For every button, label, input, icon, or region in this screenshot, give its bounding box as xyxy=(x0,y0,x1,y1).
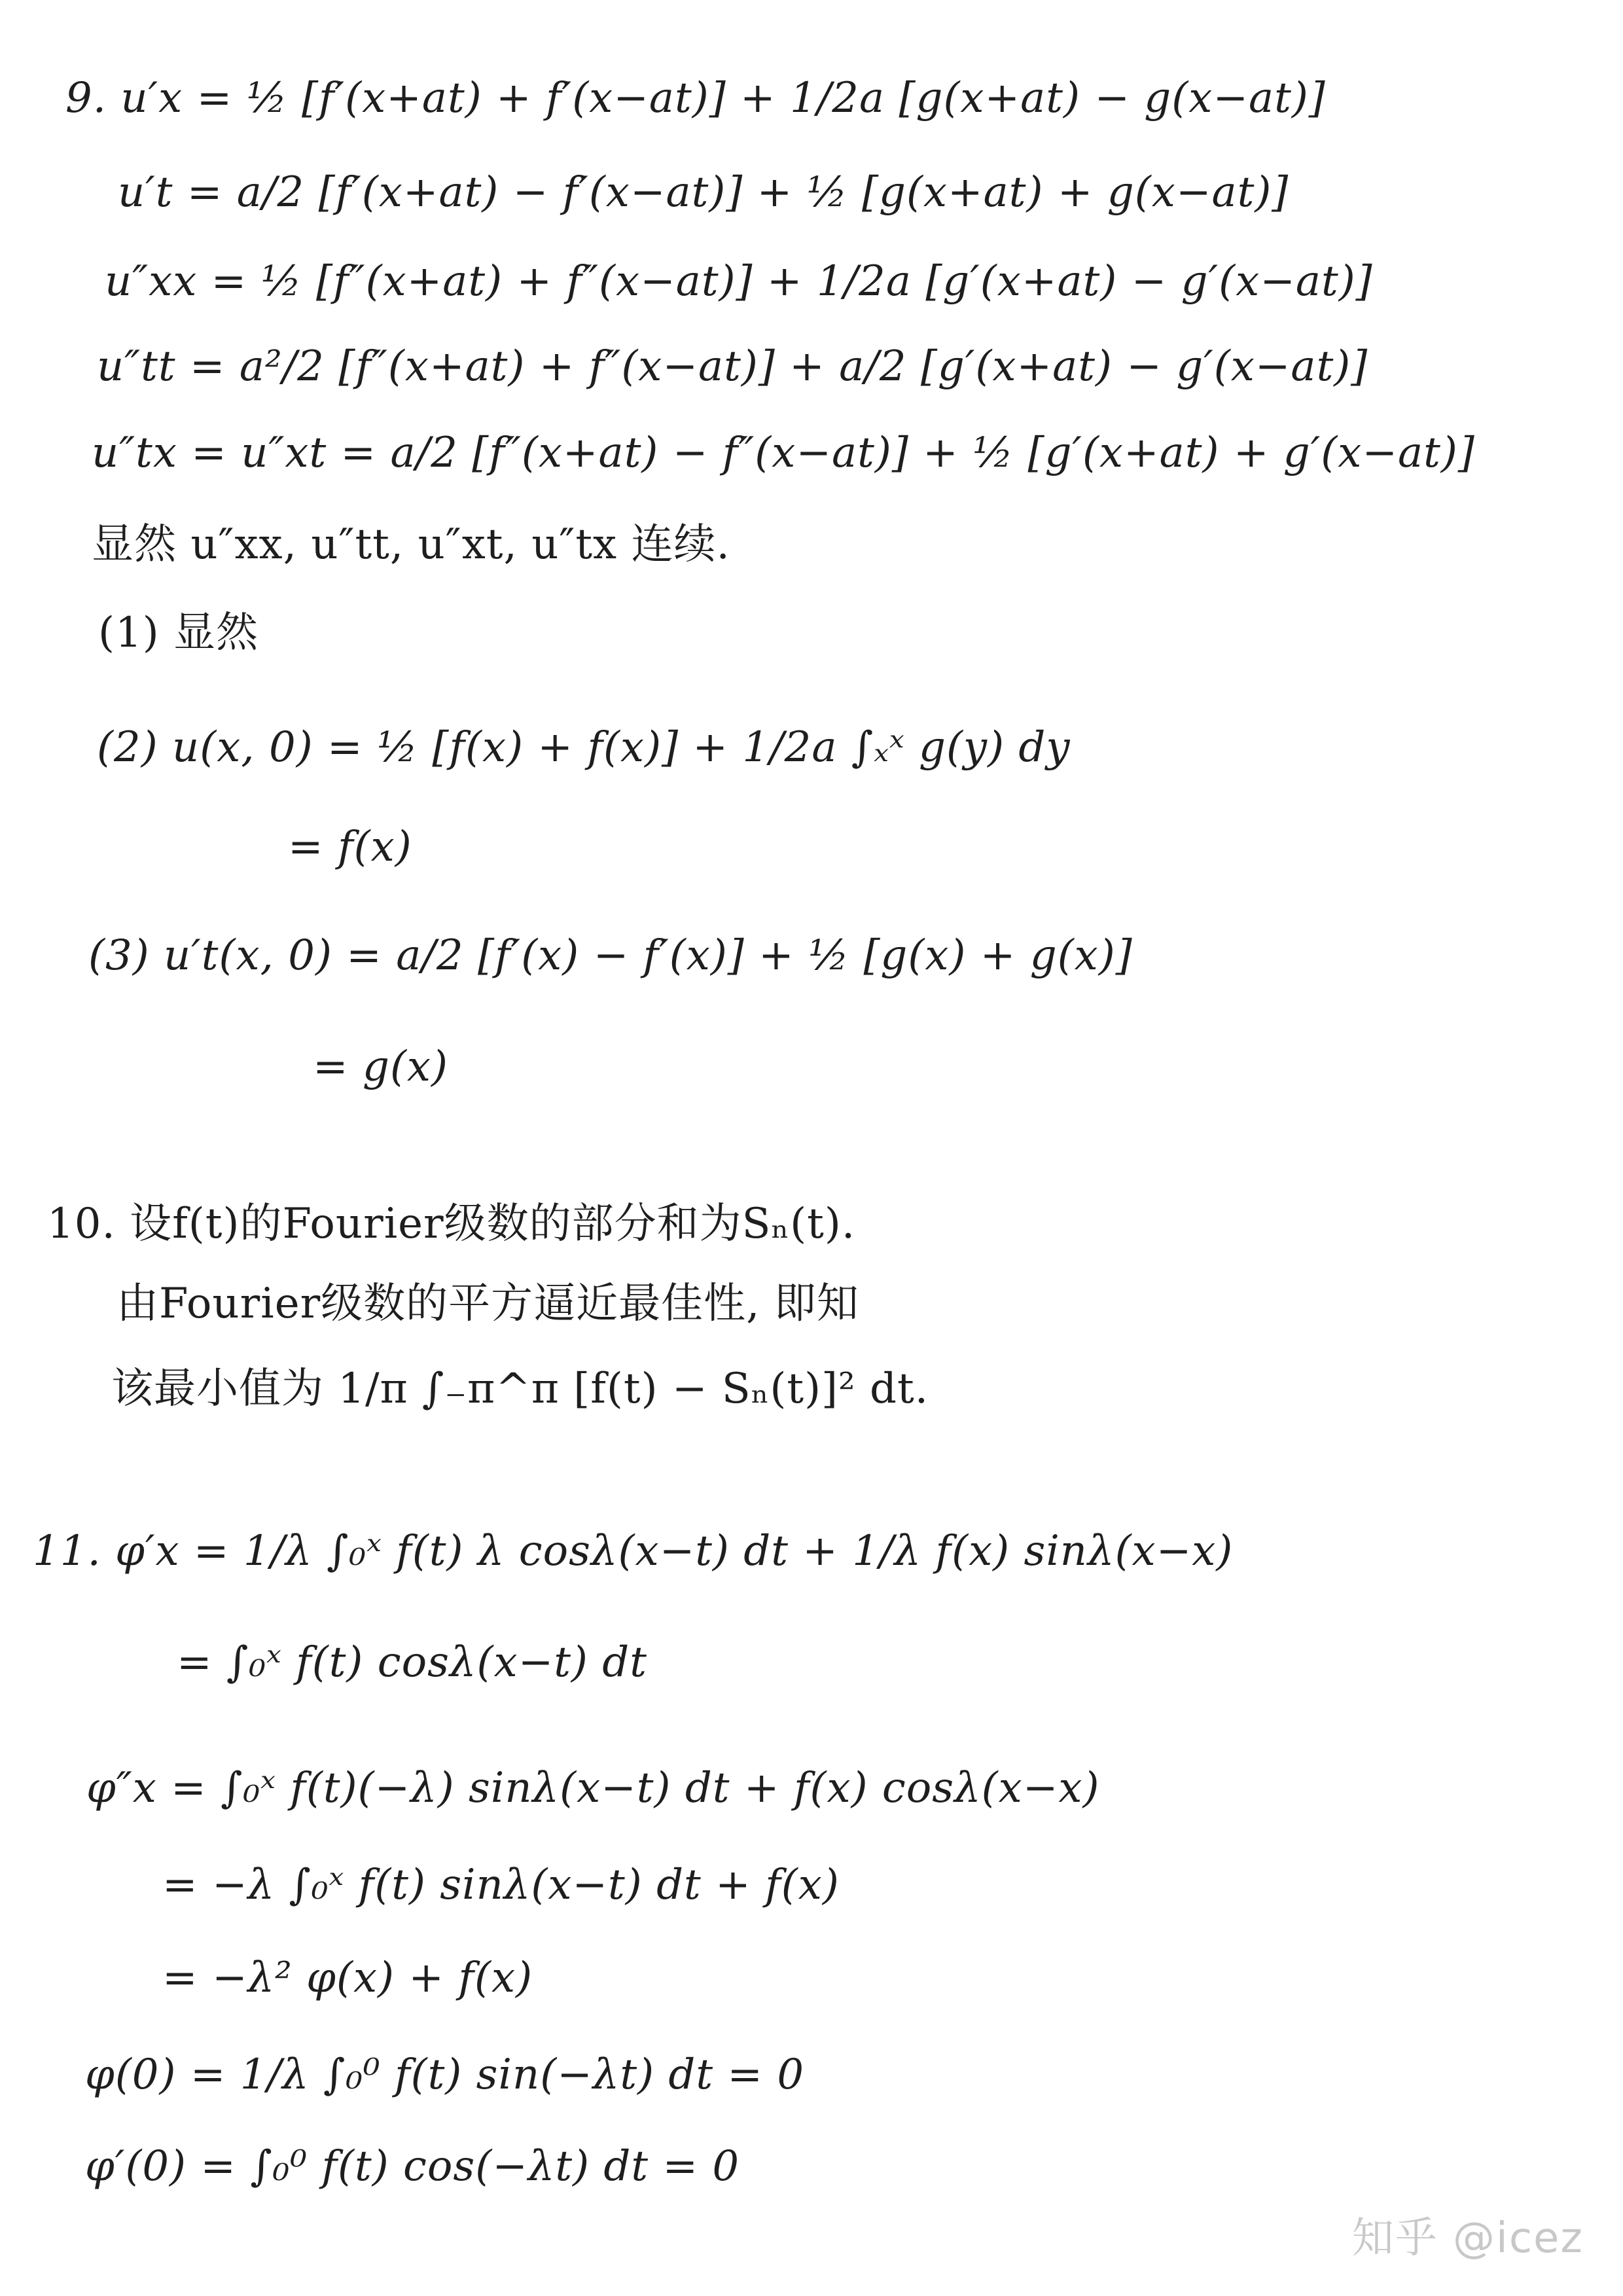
p11-line-7: φ′(0) = ∫₀⁰ f(t) cos(−λt) dt = 0 xyxy=(85,2142,740,2191)
p9-part-1: (1) 显然 xyxy=(98,609,259,657)
p11-line-1: 11. φ′x = 1/λ ∫₀ˣ f(t) λ cosλ(x−t) dt + 1/λ f(x) sinλ(x−x) xyxy=(33,1527,1234,1575)
p10-line-3: 该最小值为 1/π ∫₋π^π [f(t) − Sₙ(t)]² dt. xyxy=(111,1365,929,1413)
p10-line-1: 10. 设f(t)的Fourier级数的部分和为Sₙ(t). xyxy=(47,1200,856,1248)
p9-part-3-result: = g(x) xyxy=(313,1043,448,1091)
p11-line-4: = −λ ∫₀ˣ f(t) sinλ(x−t) dt + f(x) xyxy=(162,1861,840,1909)
p11-line-5: = −λ² φ(x) + f(x) xyxy=(162,1954,533,2002)
p9-line-5: u″tx = u″xt = a/2 [f″(x+at) − f″(x−at)] + ½ [g′(x+at) + g′(x−at)] xyxy=(92,429,1475,477)
p11-line-3: φ″x = ∫₀ˣ f(t)(−λ) sinλ(x−t) dt + f(x) cosλ(x−x) xyxy=(86,1764,1100,1812)
p11-line-6: φ(0) = 1/λ ∫₀⁰ f(t) sin(−λt) dt = 0 xyxy=(85,2051,805,2099)
p9-part-2-result: = f(x) xyxy=(288,823,412,871)
p9-line-4: u″tt = a²/2 [f″(x+at) + f″(x−at)] + a/2 [g′(x+at) − g′(x−at)] xyxy=(97,342,1368,391)
p10-line-2: 由Fourier级数的平方逼近最佳性, 即知 xyxy=(116,1280,859,1328)
p9-line-3: u″xx = ½ [f″(x+at) + f″(x−at)] + 1/2a [g′(x+at) − g′(x−at)] xyxy=(105,257,1373,306)
p9-continuity-note: 显然 u″xx, u″tt, u″xt, u″tx 连续. xyxy=(92,520,730,569)
zhihu-watermark: 知乎 @icez xyxy=(1351,2214,1584,2263)
p9-line-2: u′t = a/2 [f′(x+at) − f′(x−at)] + ½ [g(x+at) + g(x−at)] xyxy=(118,168,1289,217)
p9-part-3-eq: (3) u′t(x, 0) = a/2 [f′(x) − f′(x)] + ½ [g(x) + g(x)] xyxy=(88,931,1133,980)
p9-line-1: 9. u′x = ½ [f′(x+at) + f′(x−at)] + 1/2a [g(x+at) − g(x−at)] xyxy=(65,74,1326,122)
p9-part-2-eq: (2) u(x, 0) = ½ [f(x) + f(x)] + 1/2a ∫ₓˣ g(y) dy xyxy=(97,723,1071,772)
p11-line-2: = ∫₀ˣ f(t) cosλ(x−t) dt xyxy=(177,1638,647,1687)
